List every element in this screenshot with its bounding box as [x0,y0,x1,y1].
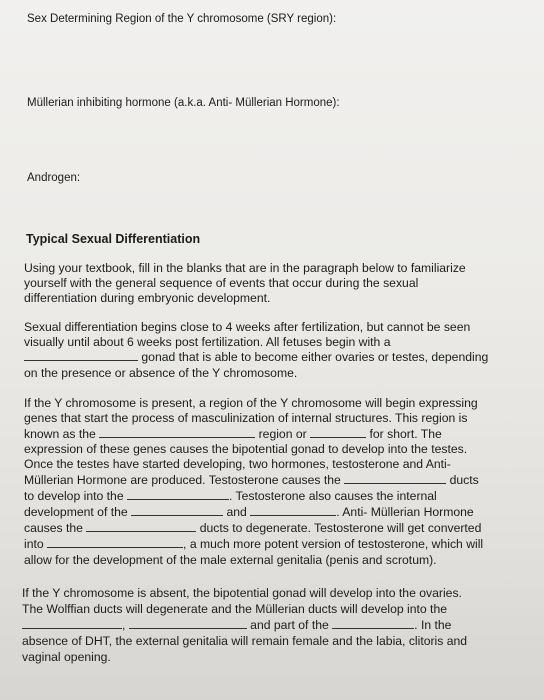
p3-line-2: The Wolffian ducts will degenerate and the Müllerian ducts will develop into the [22,602,448,616]
blank-male-internal[interactable] [127,489,229,500]
blank-sry-abbrev[interactable] [310,427,366,438]
blank-sry-full[interactable] [99,427,255,438]
blank-internal-1[interactable] [131,505,223,516]
p2-line-8-text-c: . Anti- Müllerian Hormone [336,505,474,519]
p2-line-6 [24,473,479,487]
p2-line-8 [24,505,474,519]
p2-line-10 [24,537,483,551]
p2-line-3-text-a: known as the [24,427,96,441]
amh-definition-prompt: Müllerian inhibiting hormone (a.k.a. Anti- Müllerian Hormone): [27,97,340,109]
intro-line-1: Using your textbook, fill in the blanks that are in the paragraph below to familiarize [24,261,466,275]
p1-line-2: visually until about 6 weeks post fertilization. All fetuses begin with a [24,335,391,349]
p2-line-10-text-b: , a much more potent version of testosterone, which will [183,537,484,551]
p2-line-11: allow for the development of the male external genitalia (penis and scrotum). [24,553,437,567]
p2-line-8-text-a: development of the [24,505,128,519]
p1-line-1: Sexual differentiation begins close to 4 weeks after fertilization, but cannot be seen [24,320,471,334]
blank-mullerian[interactable] [86,521,196,532]
blank-female-2[interactable] [129,618,247,629]
p3-line-5: vaginal opening. [22,650,111,664]
p1-line-3 [24,350,488,364]
p2-line-9 [24,521,481,535]
androgen-definition-prompt: Androgen: [27,172,81,184]
p2-line-7-text-b: . Testosterone also causes the internal [229,489,437,503]
p3-line-3-text-c: . In the [414,618,452,632]
p2-line-7-text-a: to develop into the [24,489,124,503]
p2-line-8-text-b: and [226,505,247,519]
p2-line-3-text-c: for short. The [369,427,442,441]
p2-line-4: expression of these genes causes the bipotential gonad to develop into the testes. [24,442,468,456]
p2-line-6-text-a: Müllerian Hormone are produced. Testosterone causes the [24,473,341,487]
section-title: Typical Sexual Differentiation [26,232,201,246]
p2-line-9-text-b: ducts to degenerate. Testosterone will get converted [199,521,482,535]
p2-line-1: If the Y chromosome is present, a region of the Y chromosome will begin expressing [24,396,478,410]
p2-line-9-text-a: causes the [24,521,83,535]
blank-female-3[interactable] [332,618,414,629]
blank-bipotential[interactable] [24,350,138,361]
p2-line-5: Once the testes have started developing, two hormones, testosterone and Anti- [24,457,451,471]
p2-line-3 [24,427,442,441]
intro-line-2: yourself with the general sequence of events that occur during the sexual [24,276,419,290]
sry-definition-prompt: Sex Determining Region of the Y chromosome (SRY region): [27,13,337,25]
p2-line-2: genes that start the process of masculinization of internal structures. This region is [24,411,468,425]
p3-line-1: If the Y chromosome is absent, the bipotential gonad will develop into the ovaries. [22,586,462,600]
p3-line-3-text-a: , [122,618,126,632]
p2-line-10-text-a: into [24,537,44,551]
p3-line-3-text-b: and part of the [250,618,329,632]
p1-line-4: on the presence or absence of the Y chromosome. [24,366,298,380]
intro-line-3: differentiation during embryonic development. [24,291,271,305]
p2-line-3-text-b: region or [258,427,307,441]
p1-line-3-text: gonad that is able to become either ovaries or testes, depending [141,350,489,364]
blank-wolffian[interactable] [344,473,446,484]
p3-line-4: absence of DHT, the external genitalia will remain female and the labia, clitoris and [22,634,468,648]
p2-line-7 [24,489,437,503]
blank-female-1[interactable] [22,618,122,629]
blank-internal-2[interactable] [250,505,336,516]
blank-dht[interactable] [47,537,183,548]
p2-line-6-text-b: ducts [449,473,479,487]
p3-line-3 [22,618,451,632]
